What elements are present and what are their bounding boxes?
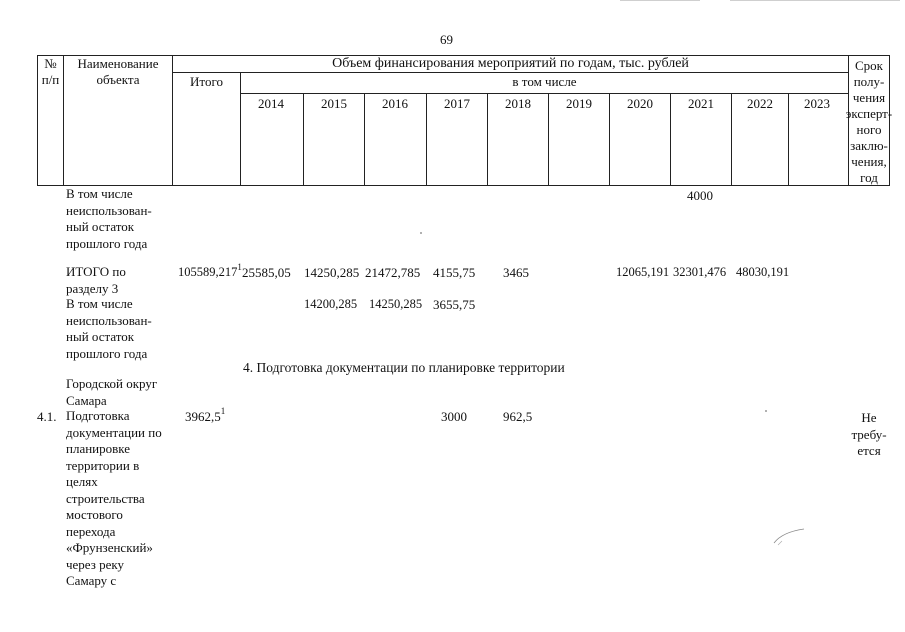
col-deadline-header [845,58,893,186]
name-line: «Фрунзенский» [66,540,153,555]
deadline-header-line: чения, [851,154,887,169]
row-unused-remainder-2-name [66,296,152,362]
row-total-section3-2018: 3465 [503,265,529,280]
item-4-1-2017: 3000 [441,409,467,424]
name-line: В том числе [66,186,133,201]
name-line: Самара [66,392,107,408]
year-header-2020: 2020 [627,96,653,111]
col-incl-header: в том числе [512,74,577,89]
name-line: Городской округ [66,376,158,391]
pen-mark [770,525,810,547]
deadline-header-line: год [860,170,878,185]
scan-artifact-line [730,0,900,1]
deadline-header-line: ного [856,122,882,137]
name-line: перехода [66,523,116,539]
name-line: Самару с [66,573,117,588]
scan-speck [765,410,767,412]
row-total-section3-2015: 14250,285 [304,265,360,280]
name-line: мостового [66,507,123,522]
deadline-line: требу- [851,426,887,442]
year-header-2014: 2014 [258,96,284,111]
scan-speck [420,232,422,234]
item-4-1-total [185,406,226,425]
row-total-section3-2014: 25585,05 [242,265,291,280]
item-4-1-number: 4.1. [37,409,57,424]
col-total-header: Итого [190,74,223,89]
row-total-section3-2016: 21472,785 [365,265,421,280]
name-line: ИТОГО по [66,264,126,279]
name-line: прошлого года [66,345,148,361]
row-unused-remainder-2-2017: 3655,75 [433,297,476,312]
year-header-2023: 2023 [804,96,830,111]
name-line: планировке [66,441,131,456]
deadline-header-line: эксперт- [845,106,893,121]
name-line: ный остаток [66,219,135,234]
name-line: через реку [66,556,125,572]
total-value: 3962,5 [185,409,221,424]
year-header-2021: 2021 [688,96,714,111]
item-4-1-2018: 962,5 [503,409,533,424]
name-line: прошлого года [66,235,148,251]
row-unused-remainder-1-2021: 4000 [687,188,713,203]
year-header-2019: 2019 [566,96,592,111]
item-4-1-name [66,408,162,590]
year-header-2017: 2017 [444,96,470,111]
row-unused-remainder-2-2015: 14200,285 [304,297,358,311]
row-total-section3-2020: 12065,191 [616,265,670,279]
row-unused-remainder-2-2016: 14250,285 [369,297,423,311]
deadline-header-line: заклю- [850,138,888,153]
name-line: целях [66,474,98,489]
name-line: Подготовка [66,408,130,423]
name-line: строительства [66,490,145,506]
name-line: разделу 3 [66,280,119,296]
deadline-header-line: Срок [855,58,883,73]
year-header-2018: 2018 [505,96,531,111]
row-total-section3-2021: 32301,476 [673,265,727,279]
year-header-2015: 2015 [321,96,347,111]
name-line: документации по [66,424,162,440]
section-4-title: 4. Подготовка документации по планировке территории [243,360,565,375]
deadline-line: ется [857,443,881,458]
name-line: неиспользован- [66,312,152,328]
row-total-section3-2017: 4155,75 [433,265,476,280]
year-header-2016: 2016 [382,96,408,111]
col-num-header-line1: № [44,56,57,71]
row-unused-remainder-1-name [66,186,152,252]
name-line: ный остаток [66,329,135,344]
name-line: неиспользован- [66,202,152,218]
deadline-header-line: полу- [853,74,885,89]
row-total-section3-total [178,262,242,280]
row-total-section3-2022: 48030,191 [736,265,790,279]
col-name-header-line1: Наименование [77,56,159,71]
deadline-line: Не [861,410,877,425]
scan-artifact-line [620,0,700,1]
col-name-header-line2: объекта [96,72,140,87]
year-header-2022: 2022 [747,96,773,111]
col-financing-header: Объем финансирования мероприятий по годам, тыс. рублей [332,56,689,71]
row-city-name [66,376,157,409]
deadline-header-line: чения [852,90,886,105]
footnote-mark: 1 [237,262,242,272]
name-line: В том числе [66,296,133,311]
footnote-mark: 1 [220,406,226,416]
col-num-header-line2: п/п [41,72,60,87]
total-value: 105589,217 [178,265,238,279]
name-line: территории в [66,457,140,473]
page-number: 69 [440,32,453,47]
item-4-1-deadline [849,410,889,460]
row-total-section3-name [66,264,126,297]
